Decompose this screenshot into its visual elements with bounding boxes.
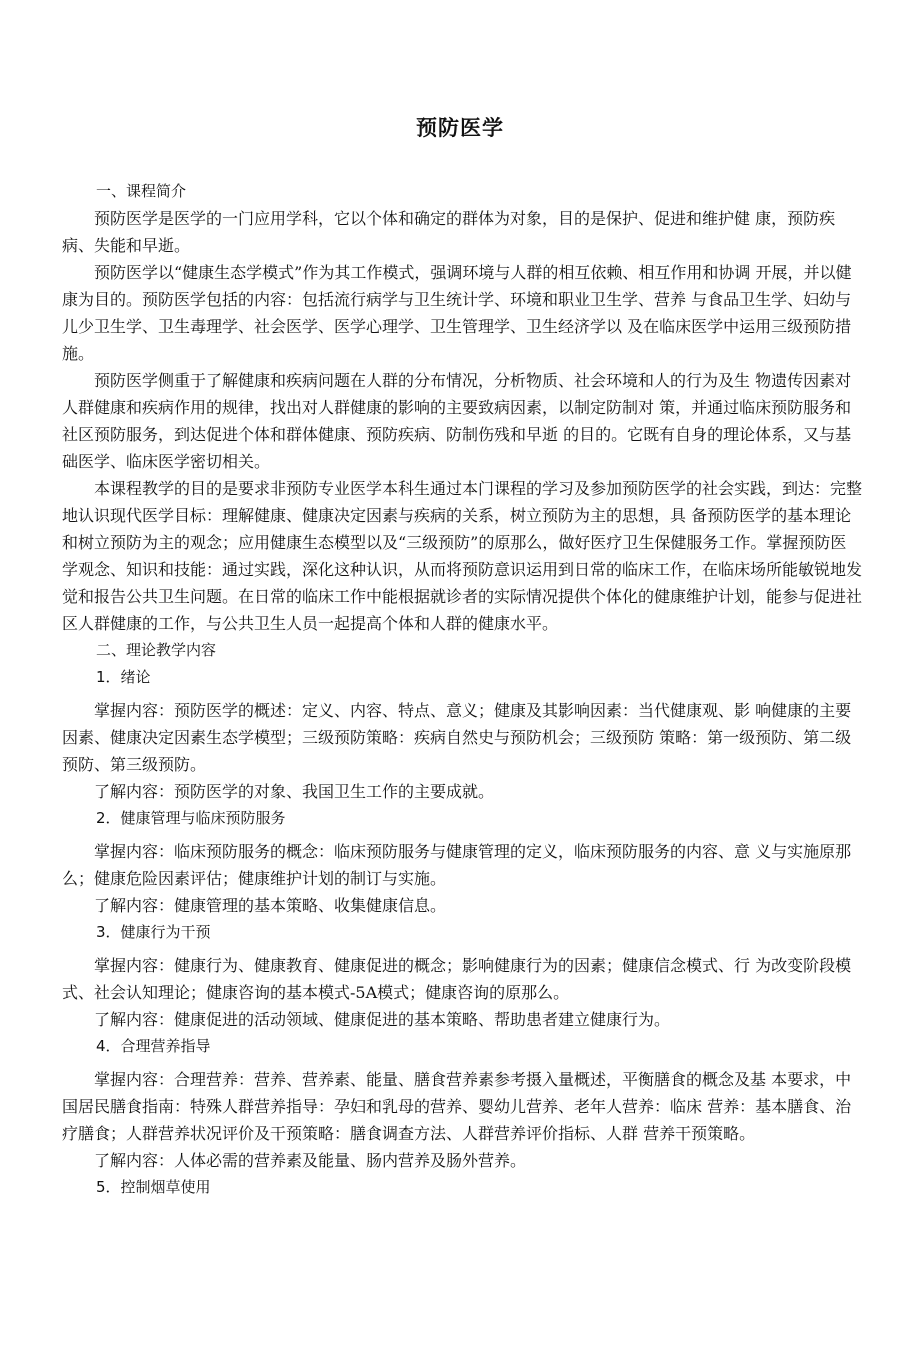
subsection-heading-5: 5．控制烟草使用 — [96, 1178, 211, 1196]
subsection-heading-1: 1．绪论 — [96, 668, 151, 686]
paragraph-master: 掌握内容：预防医学的概述：定义、内容、特点、意义；健康及其影响因素：当代健康观、影 响健康的主要因素、健康决定因素生态学模型；三级预防策略：疾病自然史与预防机会；三级预防 策略：第一级预防、第二级预防、第三级预防。 — [62, 701, 852, 774]
paragraph-know: 了解内容：健康促进的活动领域、健康促进的基本策略、帮助患者建立健康行为。 — [94, 1010, 671, 1029]
paragraph: 预防医学以“健康生态学模式”作为其工作模式，强调环境与人群的相互依赖、相互作用和协调 开展，并以健康为目的。预防医学包括的内容：包括流行病学与卫生统计学、环境和职业卫生学、营养 与食品卫生学、妇幼与儿少卫生学、卫生毒理学、社会医学、医学心理学、卫生管理学、卫生经济学以 及在临床医学中运用三级预防措施。 — [62, 263, 852, 363]
paragraph: 本课程教学的目的是要求非预防专业医学本科生通过本门课程的学习及参加预防医学的社会实践，到达：完整地认识现代医学目标：理解健康、健康决定因素与疾病的关系，树立预防为主的思想，具 备预防医学的基本理论和树立预防为主的观念；应用健康生态模型以及“三级预防”的原那么，做好医疗卫生保健服务工作。掌握预防医学观念、知识和技能：通过实践，深化这种认识，从而将预防意识运用到日常的临床工作，在临床场所能敏锐地发觉和报告公共卫生问题。在日常的临床工作中能根据就诊者的实际情况提供个体化的健康维护计划，能参与促进社区人群健康的工作，与公共卫生人员一起提高个体和人群的健康水平。 — [62, 479, 863, 633]
paragraph-master: 掌握内容：合理营养：营养、营养素、能量、膳食营养素参考摄入量概述，平衡膳食的概念及基 本要求，中国居民膳食指南：特殊人群营养指导：孕妇和乳母的营养、婴幼儿营养、老年人营养：临床 营养：基本膳食、治疗膳食；人群营养状况评价及干预策略：膳食调查方法、人群营养评价指标、人群 营养干预策略。 — [62, 1070, 852, 1143]
paragraph-master: 掌握内容：健康行为、健康教育、健康促进的概念；影响健康行为的因素；健康信念模式、行 为改变阶段模式、社会认知理论；健康咨询的基本模式-5A模式；健康咨询的原那么。 — [62, 956, 852, 1002]
document-title: 预防医学 — [416, 116, 504, 140]
subsection-heading-2: 2．健康管理与临床预防服务 — [96, 809, 286, 827]
paragraph-know: 了解内容：预防医学的对象、我国卫生工作的主要成就。 — [94, 782, 495, 801]
paragraph-know: 了解内容：人体必需的营养素及能量、肠内营养及肠外营养。 — [94, 1151, 527, 1170]
paragraph: 预防医学侧重于了解健康和疾病问题在人群的分布情况，分析物质、社会环境和人的行为及生 物遗传因素对人群健康和疾病作用的规律，找出对人群健康的影响的主要致病因素，以制定防制对 策，并通过临床预防服务和社区预防服务，到达促进个体和群体健康、预防疾病、防制伤残和早逝 的目的。它既有自身的理论体系，又与基础医学、临床医学密切相关。 — [62, 371, 852, 471]
subsection-heading-4: 4．合理营养指导 — [96, 1037, 211, 1055]
section-heading-intro: 一、课程简介 — [96, 182, 187, 200]
paragraph-know: 了解内容：健康管理的基本策略、收集健康信息。 — [94, 896, 447, 915]
subsection-heading-3: 3．健康行为干预 — [96, 923, 211, 941]
section-heading-theory: 二、理论教学内容 — [96, 641, 217, 659]
paragraph: 预防医学是医学的一门应用学科，它以个体和确定的群体为对象，目的是保护、促进和维护健 康，预防疾病、失能和早逝。 — [62, 209, 836, 255]
paragraph-master: 掌握内容：临床预防服务的概念：临床预防服务与健康管理的定义，临床预防服务的内容、意 义与实施原那么；健康危险因素评估；健康维护计划的制订与实施。 — [62, 842, 852, 888]
document-body — [62, 178, 862, 1207]
